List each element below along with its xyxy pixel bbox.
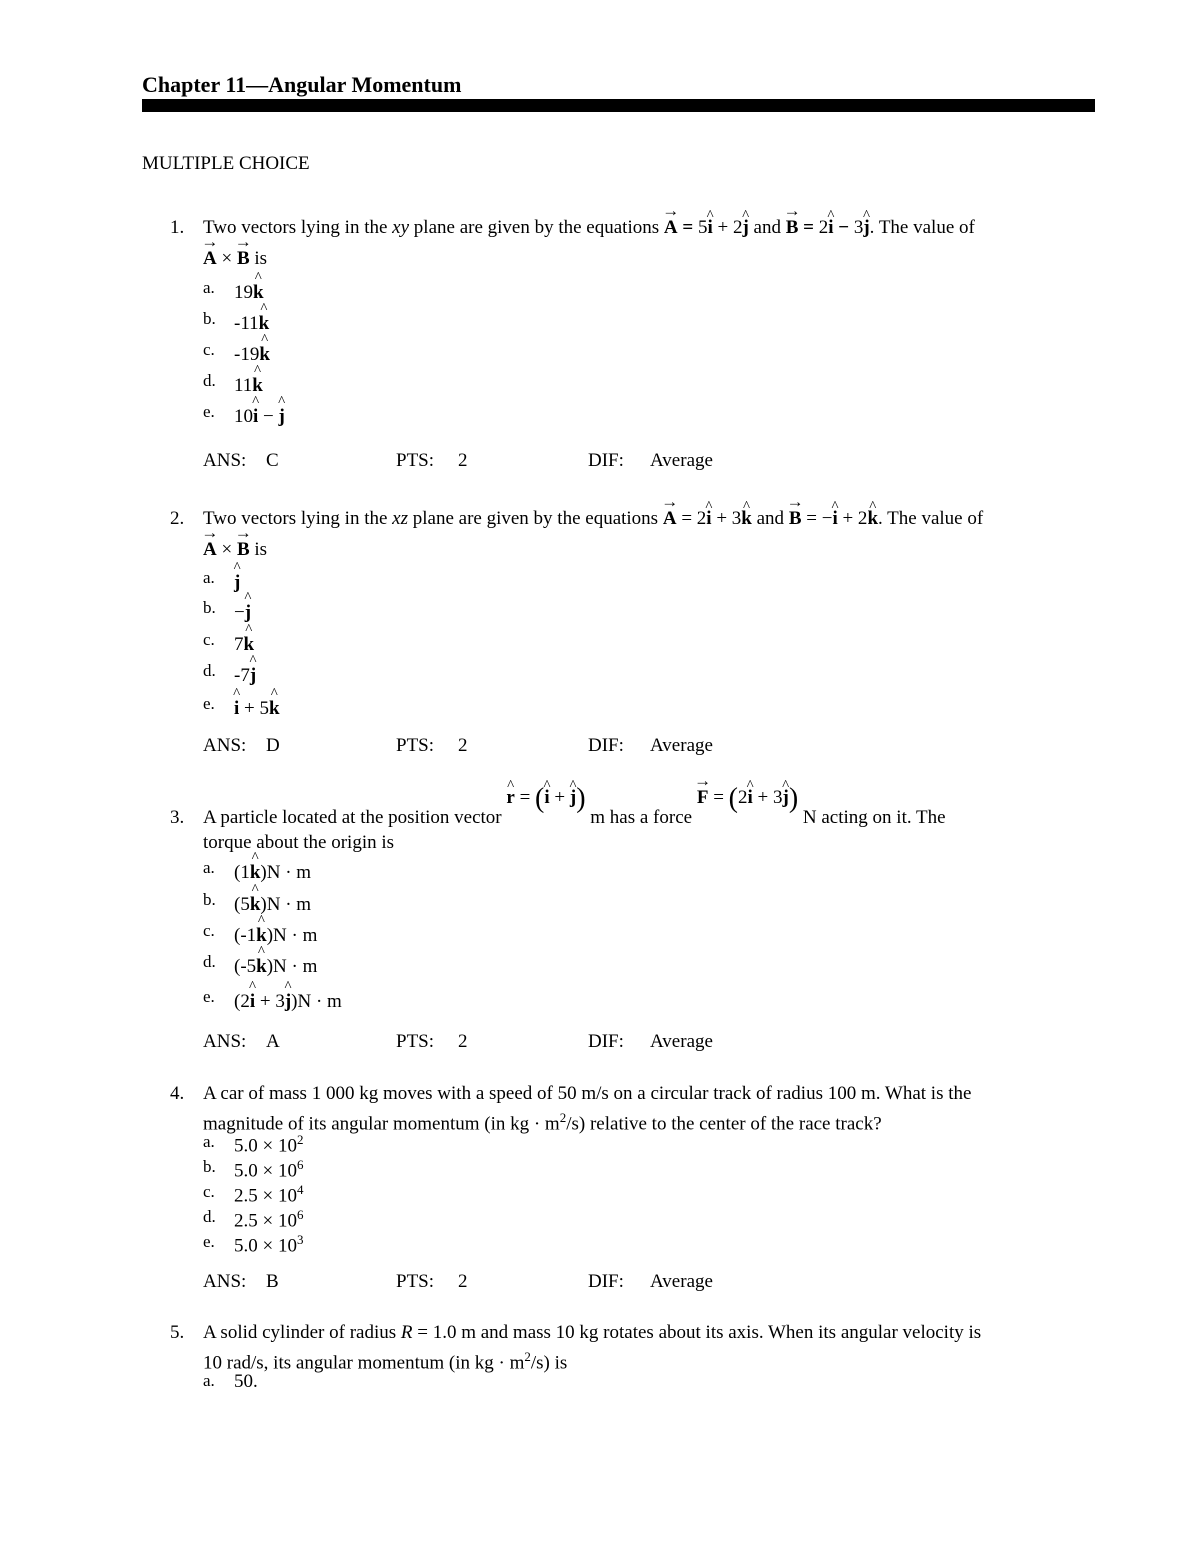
cross-product-line: A → × B → is — [203, 247, 1100, 271]
answer-line-1: ANS: C PTS: 2 DIF: Average — [203, 450, 713, 471]
points: 2 — [458, 1031, 468, 1052]
question-2 — [170, 507, 1100, 562]
difficulty: Average — [650, 1031, 713, 1052]
difficulty: Average — [650, 735, 713, 756]
title-rule — [142, 99, 1095, 112]
difficulty: Average — [650, 1271, 713, 1292]
answer-line-4: ANS: B PTS: 2 DIF: Average — [203, 1271, 713, 1292]
equation-b: B → = 2i ^ − 3j ^ — [786, 217, 870, 238]
question-text: A particle located at the position vector r ^ = (i ^ + j ^) m has a force F → = (2i ^ + 3j ^) N acting on it. The torque about the origin is — [203, 806, 1100, 855]
points: 2 — [458, 450, 468, 471]
equation-a: A → = 2i ^ + 3k ^ — [663, 508, 752, 529]
question-4 — [170, 1082, 1100, 1136]
answer: B — [266, 1271, 279, 1292]
answer-line-2: ANS: D PTS: 2 DIF: Average — [203, 735, 713, 756]
question-1 — [170, 216, 1100, 271]
question-number: 4. — [170, 1083, 185, 1104]
question-number: 3. — [170, 807, 185, 828]
points: 2 — [458, 1271, 468, 1292]
answer: C — [266, 450, 279, 471]
answer-line-3: ANS: A PTS: 2 DIF: Average — [203, 1031, 713, 1052]
question-number: 2. — [170, 508, 185, 529]
question-text: A car of mass 1 000 kg moves with a speed of 50 m/s on a circular track of radius 100 m. What is the magnitude of its angular momentum (in kg · $m^2/s$) relative to the center of the race track? — [203, 1083, 972, 1135]
cross-product-line: A → × B → is — [203, 538, 1100, 562]
difficulty: Average — [650, 450, 713, 471]
question-text: A solid cylinder of radius R = 1.0 m and mass 10 kg rotates about its axis. When its angular velocity is 10 rad/s, its angular momentum (in kg · $m^2/s$) is — [203, 1322, 982, 1374]
answer: D — [266, 735, 280, 756]
question-number: 5. — [170, 1322, 185, 1343]
points: 2 — [458, 735, 468, 756]
section-heading: MULTIPLE CHOICE — [142, 153, 310, 174]
chapter-title: Chapter 11—Angular Momentum — [142, 72, 462, 97]
answer: A — [266, 1031, 280, 1052]
equation-b: B → = −i ^ + 2k ^ — [789, 508, 878, 529]
question-text: Two vectors lying in the xy plane are given by the equations A → = 5i ^ + 2j ^ and B → = 2i ^ − 3j ^. The value of A → × B → is — [203, 216, 1100, 271]
question-3 — [170, 783, 1100, 855]
equation-a: A → = 5i ^ + 2j ^ — [664, 217, 749, 238]
question-number: 1. — [170, 217, 185, 238]
position-vector-eq: r ^ = (i ^ + j ^) — [506, 787, 585, 808]
question-text: Two vectors lying in the xz plane are given by the equations A → = 2i ^ + 3k ^ and B → = −i ^ + 2k ^. The value of A → × B → is — [203, 507, 1100, 562]
force-vector-eq: F → = (2i ^ + 3j ^) — [697, 787, 798, 808]
question-5 — [170, 1321, 1100, 1375]
document-page: Chapter 11—Angular Momentum MULTIPLE CHOICE 1. Two vectors lying in the xy plane are given by the equations A → = 5i ^ + 2j ^ and B → = 2i ^ − 3j ^. The value of A → × B → is a. 19k ^ b. -11k ^ c. -19k ^ d. 11k ^ e. 10i ^ − j ^ ANS: C PTS: 2 DIF: Average 2. Two vectors lying in the xz plane are given by the equations A → = 2i ^ + 3k ^ and B → = −i ^ + 2k ^. The value of A → × B → is a. j ^ b. −j ^ c. 7k ^ d. -7j ^ e. i ^ + 5k ^ ANS: D PTS: 2 DIF: Average 3. A particle located at the position vector r ^ = (i ^ + j ^) m has a force F → = (2i ^ + 3j ^) N acting on it. The torque about the origin is a. (1k ^)N · m b. (5k ^)N · m c. (-1k ^)N · m d. (-5k ^)N · m e. (2i ^ + 3j ^)N · m ANS: A PTS: 2 DIF: Average 4. A car of mass 1 000 kg moves with a speed of 50 m/s on a circular track of radius 100 m. What is the magnitude of its angular momentum (in kg · $m^2/s$) relative to the center of the race track? a. $5.0 \times 10^2$ b. $5.0 \times 10^6$ c. $2.5 \times 10^4$ d. $2.5 \times 10^6$ e. $5.0 \times 10^3$ ANS: B PTS: 2 DIF: Average 5. A solid cylinder of radius R = 1.0 m and mass 10 kg rotates about its axis. When its angular velocity is 10 rad/s, its angular momentum (in kg · $m^2/s$) is a. 50. — [0, 0, 1200, 1553]
